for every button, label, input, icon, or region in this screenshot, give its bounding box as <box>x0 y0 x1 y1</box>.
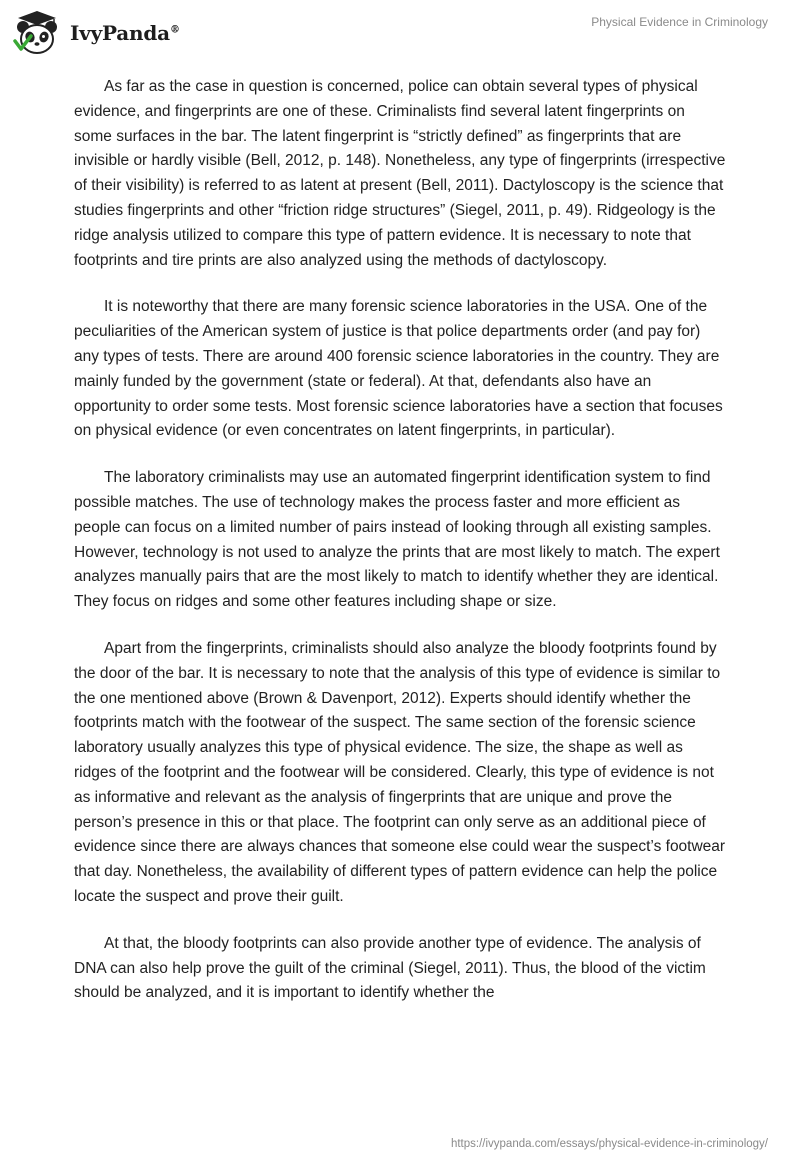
paragraph-5: At that, the bloody footprints can also provide another type of evidence. The analysis of DNA can also help prove the guilt of the criminal (Siegel, 2011). Thus, the blood of the victim should be analyzed, and it is important to identify whether the <box>74 934 706 1002</box>
panda-icon <box>10 8 64 58</box>
essay-body <box>74 75 726 1028</box>
registered-mark: ® <box>169 24 180 36</box>
paragraph-2: It is noteworthy that there are many forensic science laboratories in the USA. One of the peculiarities of the American system of justice is that police departments order (and pay for) any types of tests. There are around 400 forensic science laboratories in the country. They are mainly funded by the government (state or federal). At that, defendants also have an opportunity to order some tests. Most forensic science laboratories have a section that focuses on physical evidence (or even concentrates on latent fingerprints, in particular). <box>74 298 723 440</box>
logo-wordmark <box>70 21 180 45</box>
paragraph-1: As far as the case in question is concerned, police can obtain several types of physical evidence, and fingerprints are one of these. Criminalists find several latent fingerprints on some surfaces in the bar. The latent fingerprint is “strictly defined” as fingerprints that are invisible or hardly visible (Bell, 2012, p. 148). Nonetheless, any type of fingerprints (irrespective of their visibility) is referred to as latent at present (Bell, 2011). Dactyloscopy is the science that studies fingerprints and other “friction ridge structures” (Siegel, 2011, p. 49). Ridgeology is the ridge analysis utilized to compare this type of pattern evidence. It is necessary to note that footprints and tire prints are also analyzed using the methods of dactyloscopy. <box>74 78 726 269</box>
paragraph-4: Apart from the fingerprints, criminalists should also analyze the bloody footprints found by the door of the bar. It is necessary to note that the analysis of this type of evidence is similar to the one mentioned above (Brown & Davenport, 2012). Experts should identify whether the footprints match with the footwear of the suspect. The same section of the forensic science laboratory usually analyzes this type of physical evidence. The size, the shape as well as ridges of the footprint and the footwear will be considered. Clearly, this type of evidence is not as informative and relevant as the analysis of fingerprints that are unique and prove the person’s presence in this or that place. The footprint can only serve as an additional piece of evidence since there are always chances that someone else could wear the suspect’s footwear that day. Nonetheless, the availability of different types of pattern evidence can help the police locate the suspect and prove their guilt. <box>74 639 726 905</box>
page-header <box>0 0 800 60</box>
logo-text: IvyPanda <box>70 21 170 45</box>
source-url[interactable]: https://ivypanda.com/essays/physical-evidence-in-criminology/ <box>450 1138 768 1150</box>
ivypanda-logo[interactable] <box>10 8 180 58</box>
paragraph-3: The laboratory criminalists may use an automated fingerprint identification system to find possible matches. The use of technology makes the process faster and more efficient as people can focus on a limited number of pairs instead of looking through all existing samples. However, technology is not used to analyze the prints that are most likely to match. The expert analyzes manually pairs that are the most likely to match to identify whether they are identical. They focus on ridges and some other features including shape or size. <box>74 469 720 611</box>
document-title: Physical Evidence in Criminology <box>591 15 768 29</box>
